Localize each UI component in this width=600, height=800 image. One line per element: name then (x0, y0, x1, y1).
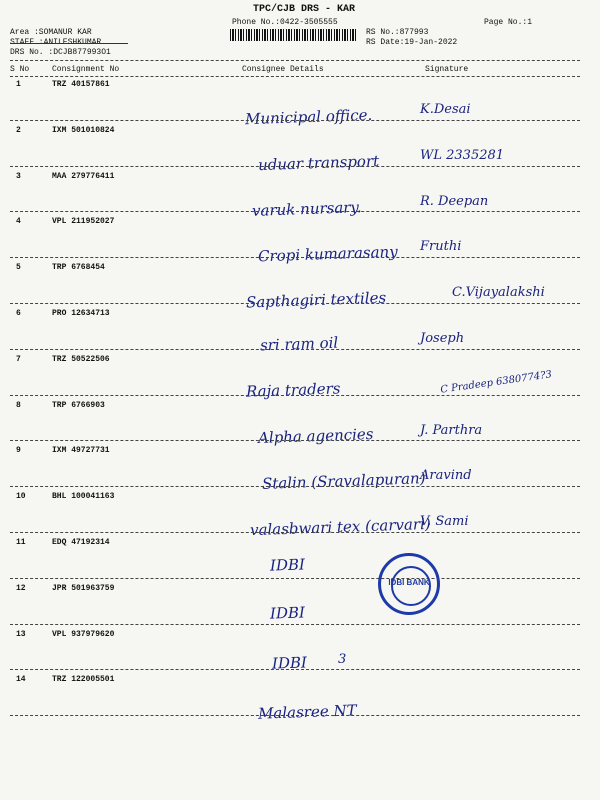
phone-number: Phone No.:0422-3505555 (232, 18, 338, 27)
row-divider (10, 624, 580, 625)
row-divider (10, 395, 580, 396)
row-consignment-number: TRP 6768454 (52, 263, 105, 273)
row-divider (10, 120, 580, 121)
row-signature: 3 (338, 651, 347, 667)
row-consignment-number: TRZ 122005501 (52, 675, 115, 685)
row-consignee-handwritten: Stalin (Sravalapuran) (261, 469, 426, 494)
row-sno: 13 (16, 629, 26, 639)
row-consignment-number: VPL 937979620 (52, 629, 115, 639)
row-consignment-number: IXM 49727731 (52, 446, 110, 456)
row-consignee-handwritten: sri ram oil (259, 333, 339, 355)
row-divider (10, 578, 580, 579)
header-rule (10, 60, 580, 61)
row-sno: 14 (16, 675, 26, 685)
row-consignment-number: VPL 211952027 (52, 217, 115, 227)
row-consignee-handwritten: Municipal office. (244, 105, 373, 129)
row-signature: R. Deepan (420, 193, 489, 209)
sheet-title: TPC/CJB DRS - KAR (253, 4, 356, 15)
columns-rule (10, 76, 580, 77)
page-number: Page No.:1 (484, 18, 533, 27)
row-consignee-handwritten: IDBI (269, 555, 306, 575)
col-signature: Signature (425, 65, 469, 74)
row-consignment-number: BHL 100041163 (52, 492, 115, 502)
row-signature: K.Desai (420, 102, 471, 117)
row-divider (10, 486, 580, 487)
staff-strike (10, 43, 128, 44)
row-sno: 1 (16, 80, 21, 89)
row-consignee-handwritten: IDBI (271, 652, 308, 673)
rs-number: RS No.:877993 (366, 28, 429, 37)
barcode (230, 29, 358, 41)
row-sno: 9 (16, 446, 21, 456)
row-sno: 4 (16, 217, 21, 227)
row-consignee-handwritten: valasbwari tex (carvari) (249, 515, 431, 540)
row-sno: 2 (16, 125, 21, 135)
row-sno: 8 (16, 400, 21, 410)
row-consignment-number: TRZ 50522506 (52, 354, 110, 364)
row-consignment-number: PRO 12634713 (52, 309, 110, 318)
row-divider (10, 211, 580, 212)
row-divider (10, 715, 580, 716)
row-consignment-number: TRZ 40157861 (52, 80, 110, 89)
row-consignee-handwritten: IDBI (269, 603, 306, 623)
row-signature: C.Vijayalakshi (452, 285, 545, 301)
row-consignment-number: EDQ 47192314 (52, 538, 110, 547)
row-consignee-handwritten: Sapthagiri textiles (245, 288, 387, 312)
row-divider (10, 532, 580, 533)
row-signature: C Pradeep 6380774?3 (439, 369, 553, 396)
row-divider (10, 440, 580, 441)
row-consignee-handwritten: uduar transport (257, 151, 380, 174)
row-signature: Fruthi (420, 239, 462, 255)
bank-stamp (378, 553, 440, 615)
row-sno: 6 (16, 309, 21, 318)
row-signature: WL 2335281 (420, 147, 505, 163)
rs-date: RS Date:19-Jan-2022 (366, 38, 458, 47)
row-sno: 3 (16, 171, 21, 181)
row-consignee-handwritten: Alpha agencies (257, 424, 374, 447)
col-consignment: Consignment No (52, 65, 120, 74)
row-sno: 11 (16, 538, 26, 547)
row-divider (10, 349, 580, 350)
drs-number: DRS No. :DCJB877993O1 (10, 48, 111, 57)
row-consignee-handwritten: Malasree NT (257, 701, 357, 724)
row-consignment-number: IXM 501010824 (52, 125, 115, 135)
row-signature: V. Sami (420, 514, 469, 530)
row-divider (10, 669, 580, 670)
row-consignee-handwritten: varuk nursary. (251, 197, 362, 220)
row-sno: 12 (16, 583, 26, 593)
row-consignee-handwritten: Raja traders (245, 379, 341, 401)
col-consignee: Consignee Details (242, 65, 324, 74)
row-consignment-number: TRP 6766903 (52, 400, 105, 410)
row-sno: 10 (16, 492, 26, 502)
row-sno: 7 (16, 354, 21, 364)
row-signature: Aravind (420, 468, 472, 484)
row-consignee-handwritten: Cropi kumarasany (257, 242, 398, 266)
row-divider (10, 166, 580, 167)
row-signature: J. Parthra (420, 422, 483, 438)
row-divider (10, 303, 580, 304)
row-sno: 5 (16, 263, 21, 273)
area-label: Area :SOMANUR KAR (10, 28, 92, 37)
col-sno: S No (10, 65, 30, 74)
stamp-text: IDBI BANK (388, 578, 430, 587)
row-consignment-number: MAA 279776411 (52, 171, 115, 181)
row-signature: Joseph (420, 331, 465, 346)
row-divider (10, 257, 580, 258)
row-consignment-number: JPR 501963759 (52, 583, 115, 593)
